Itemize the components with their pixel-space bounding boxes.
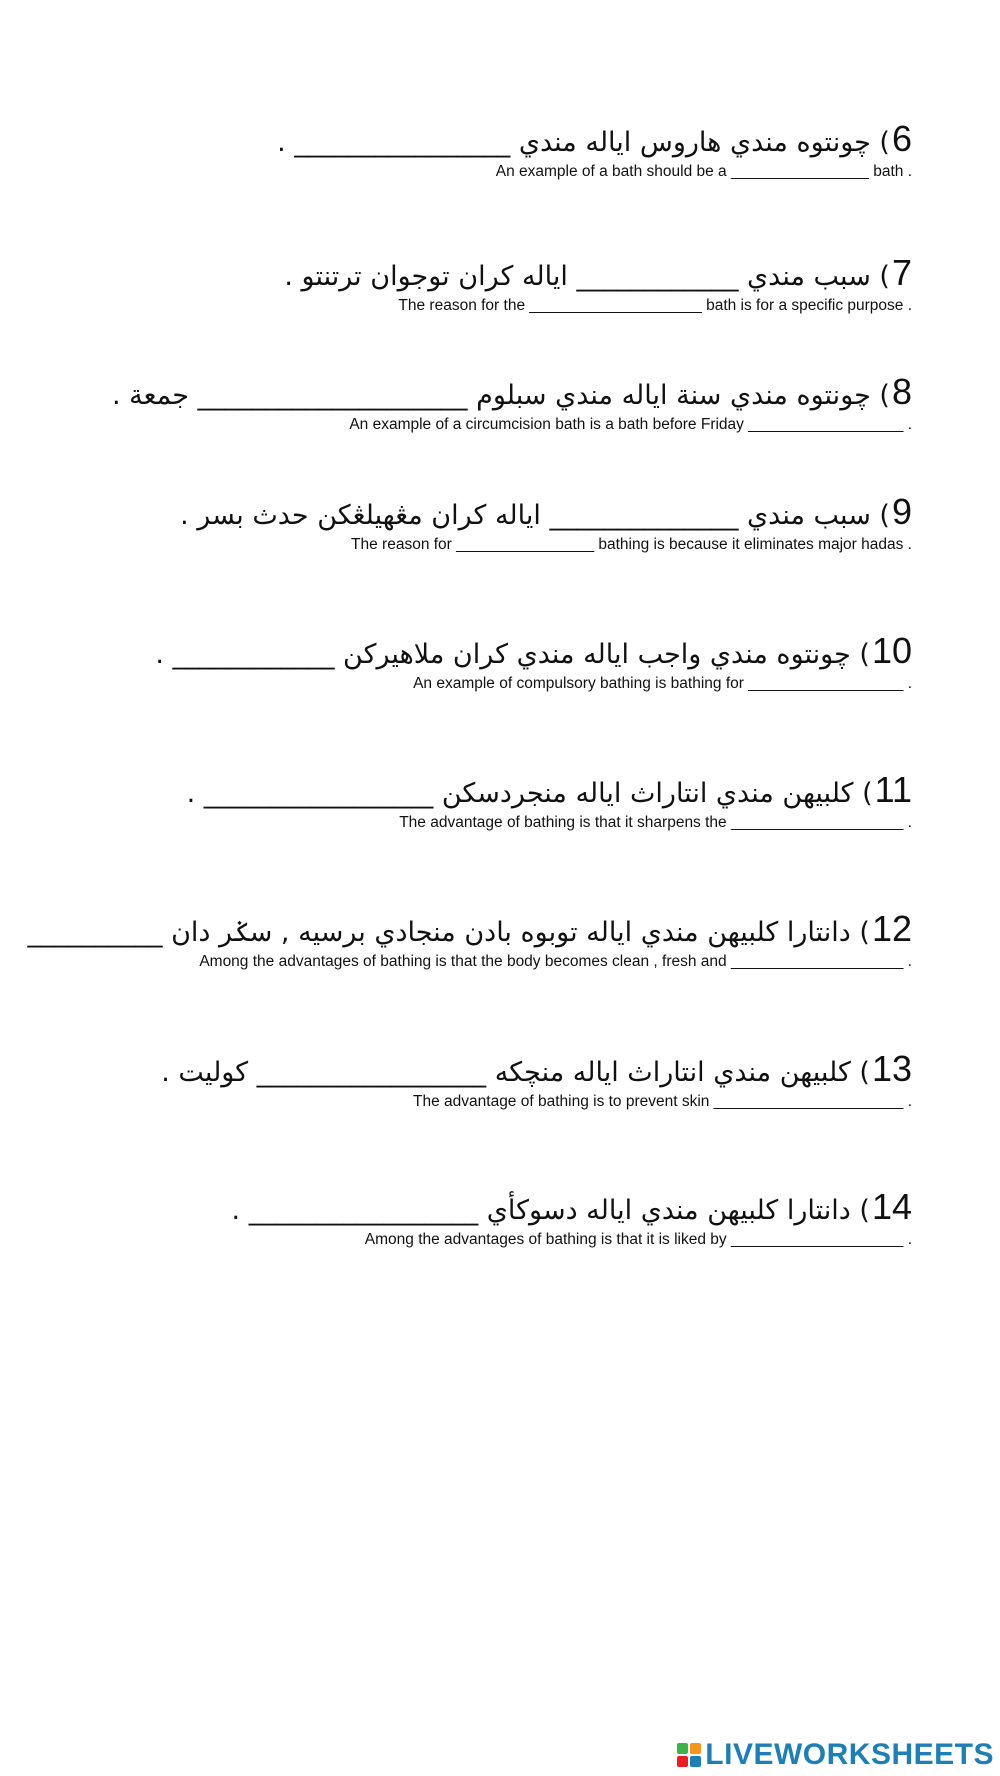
question-jawi-text: چونتوه مندي واجب اياله مندي کران ملاهيرکن ____________ . (155, 639, 851, 670)
question-jawi-text: سبب مندي ______________ اياله کران مڠهيلڠکن حدث بسر . (180, 500, 871, 531)
brand-name: LIVEWORKSHEETS (705, 1738, 994, 1771)
question-9: 9) سبب مندي ______________ اياله کران مڠهيلڠکن حدث بسر . The reason for ________________ bathing is because it eliminates major hadas . (12, 493, 912, 555)
question-english-text: The advantage of bathing is to prevent skin ______________________ . (413, 1093, 912, 1110)
question-english-text: The reason for the ____________________ bath is for a specific purpose . (398, 297, 912, 314)
question-jawi-text: کلبيهن مندي انتاراث اياله منجردسکن _________________ . (186, 778, 854, 809)
question-english-text: An example of a circumcision bath is a bath before Friday __________________ . (349, 416, 912, 433)
question-number: 8 (891, 371, 912, 412)
question-number: 14 (871, 1186, 912, 1227)
liveworksheets-logo-icon (677, 1743, 701, 1767)
question-jawi-text: چونتوه مندي سنة اياله مندي سبلوم ____________________ جمعة . (112, 380, 871, 411)
question-jawi-text: چونتوه مندي هاروس اياله مندي ________________ . (277, 127, 871, 158)
question-13: 13) کلبيهن مندي انتاراث اياله منچکه _________________ کوليت . The advantage of bathing is to prevent skin ______________________ . (12, 1050, 912, 1112)
question-number: 6 (891, 118, 912, 159)
question-number: 7 (891, 252, 912, 293)
question-7: 7) سبب مندي ____________ اياله کران توجوان ترتنتو . The reason for the ____________________ bath is for a specific purpose . (12, 254, 912, 316)
question-english-text: An example of compulsory bathing is bathing for __________________ . (413, 675, 912, 692)
question-number: 11 (874, 769, 912, 810)
question-12: 12) دانتارا کلبيهن مندي اياله توبوه بادن منجادي برسيه , سݢر دان __________ Among the advantages of bathing is that the body becomes clean , fresh and ____________________ . (12, 910, 912, 972)
question-number: 9 (891, 491, 912, 532)
question-jawi-text: دانتارا کلبيهن مندي اياله دسوکأي _________________ . (231, 1195, 851, 1226)
question-number: 13 (871, 1048, 912, 1089)
question-number: 12 (871, 908, 912, 949)
question-11: 11) کلبيهن مندي انتاراث اياله منجردسکن _________________ . The advantage of bathing is that it sharpens the ____________________ . (12, 771, 912, 833)
question-jawi-text: سبب مندي ____________ اياله کران توجوان ترتنتو . (284, 261, 871, 292)
question-english-text: The advantage of bathing is that it sharpens the ____________________ . (399, 814, 912, 831)
question-6: 6) چونتوه مندي هاروس اياله مندي ________________ . An example of a bath should be a ________________ bath . (12, 120, 912, 182)
question-english-text: An example of a bath should be a ________________ bath . (495, 163, 912, 180)
question-jawi-text: دانتارا کلبيهن مندي اياله توبوه بادن منجادي برسيه , سݢر دان __________ (27, 917, 851, 948)
question-8: 8) چونتوه مندي سنة اياله مندي سبلوم ____________________ جمعة . An example of a circumcision bath is a bath before Friday __________________ . (12, 373, 912, 435)
question-jawi-text: کلبيهن مندي انتاراث اياله منچکه _________________ کوليت . (161, 1057, 851, 1088)
question-14: 14) دانتارا کلبيهن مندي اياله دسوکأي _________________ . Among the advantages of bathing is that it is liked by ____________________ . (12, 1188, 912, 1250)
question-10: 10) چونتوه مندي واجب اياله مندي کران ملاهيرکن ____________ . An example of compulsory bathing is bathing for __________________ . (12, 632, 912, 694)
liveworksheets-logo[interactable] (677, 1738, 994, 1772)
question-number: 10 (871, 630, 912, 671)
question-english-text: Among the advantages of bathing is that the body becomes clean , fresh and ____________________ . (199, 953, 912, 970)
question-english-text: The reason for ________________ bathing is because it eliminates major hadas . (351, 536, 912, 553)
question-english-text: Among the advantages of bathing is that it is liked by ____________________ . (364, 1231, 912, 1248)
